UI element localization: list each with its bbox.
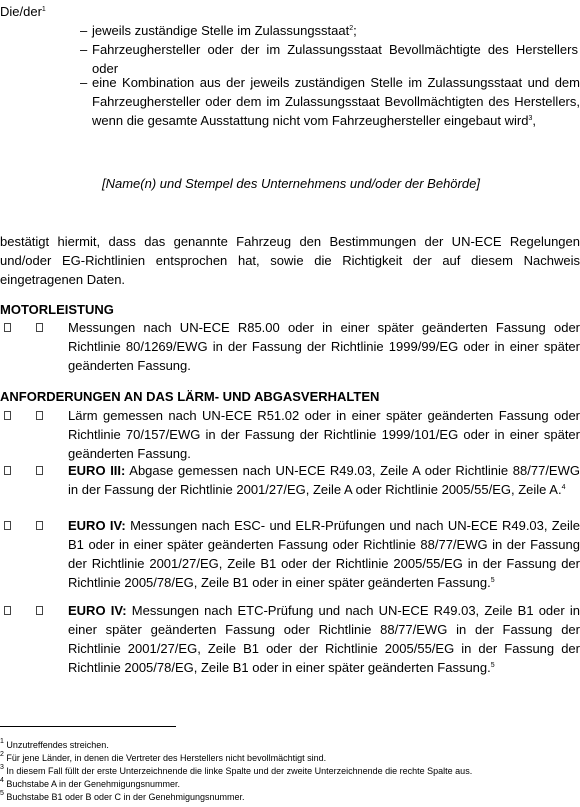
footnote-text: Für jene Länder, in denen die Vertreter des Herstellers nicht bevollmächtigt sind. <box>6 753 327 763</box>
signatory-text: Fahrzeughersteller oder der im Zulassungsstaat Bevollmächtigte des Herstellers oder <box>92 42 578 76</box>
signatory-option <box>80 21 580 40</box>
checkbox[interactable] <box>4 466 11 475</box>
footnote-number: 3 <box>0 764 4 771</box>
item-text: Messungen nach ETC-Prüfung und nach UN-ECE R49.03, Zeile B1 oder in einer später geänderten Fassung oder Richtlinie 88/77/EWG in der Fassung der Richtlinie 2001/27/EG, Zeile B1 oder der Richtlinie 2005/55/EG in der Fassung der Richtlinie 2005/78/EG, Zeile B1 oder in einer später geänderten Fassung. <box>68 603 580 675</box>
footnote-number: 2 <box>0 751 4 758</box>
footnote-text: In diesem Fall füllt der erste Unterzeichnende die linke Spalte und der zweite Unterzeichnende die rechte Spalte aus. <box>6 766 473 776</box>
checkbox[interactable] <box>36 323 43 332</box>
footnote-number: 5 <box>0 790 4 797</box>
list-item <box>68 516 580 592</box>
checkbox[interactable] <box>4 606 11 615</box>
footnote-ref: 5 <box>490 577 495 584</box>
footnote <box>0 792 245 803</box>
checkbox[interactable] <box>36 606 43 615</box>
footnote-text: Buchstabe A in der Genehmigungsnummer. <box>6 779 181 789</box>
section-heading-motor: MOTORLEISTUNG <box>0 302 114 317</box>
footnote-number: 4 <box>0 777 4 784</box>
intro-label <box>0 2 46 21</box>
list-item <box>68 318 580 375</box>
item-text: Lärm gemessen nach UN-ECE R51.02 oder in einer später geänderten Fassung oder Richtlinie 70/157/EWG in der Fassung der Richtlinie 1999/101/EG oder in einer später geänderten Fassung. <box>68 408 580 461</box>
item-text: Messungen nach ESC- und ELR-Prüfungen und nach UN-ECE R49.03, Zeile B1 oder in einer später geänderten Fassung oder Richtlinie 88/77/EWG in der Fassung der Richtlinie 2001/27/EG, Zeile B1 oder der Richtlinie 2005/55/EG in der Fassung der Richtlinie 2005/78/EG, Zeile B1 oder in einer später geänderten Fassung. <box>68 518 580 590</box>
signatory-text: eine Kombination aus der jeweils zuständigen Stelle im Zulassungsstaat und dem Fahrzeughersteller oder dem im Zulassungsstaat Bevollmächtigten des Herstellers, wenn die gesamte Ausstattung nicht vom Fahrzeughersteller eingebaut wird <box>92 75 580 128</box>
dash-marker: – <box>80 75 88 90</box>
footnote-divider <box>0 726 176 727</box>
signatory-tail: , <box>532 113 537 128</box>
footnote-text: Buchstabe B1 oder B oder C in der Genehmigungsnummer. <box>6 792 245 802</box>
item-bold-label: EURO IV: <box>68 518 126 533</box>
dash-marker: – <box>80 42 88 57</box>
checkbox[interactable] <box>4 521 11 530</box>
item-text: Messungen nach UN-ECE R85.00 oder in einer später geänderten Fassung oder Richtlinie 80/1269/EWG in der Fassung der Richtlinie 1999/99/EG oder in einer später geänderten Fassung. <box>68 320 580 373</box>
item-bold-label: EURO III: <box>68 463 126 478</box>
list-item <box>68 406 580 463</box>
footnote-text: Unzutreffendes streichen. <box>6 740 109 750</box>
footnote <box>0 779 180 790</box>
list-item <box>68 461 580 499</box>
item-text: Abgase gemessen nach UN-ECE R49.03, Zeile A oder Richtlinie 88/77/EWG in der Fassung der Richtlinie 2001/27/EG, Zeile A oder Richtlinie 2005/55/EG, Zeile A. <box>68 463 580 497</box>
checkbox[interactable] <box>36 466 43 475</box>
footnote-ref: 2 <box>349 25 354 32</box>
footnote <box>0 766 472 777</box>
checkbox[interactable] <box>4 411 11 420</box>
confirmation-paragraph: bestätigt hiermit, dass das genannte Fahrzeug den Bestimmungen der UN-ECE Regelungen und/oder EG-Richtlinien entsprochen hat, sowie die Richtigkeit der auf diesem Nachweis eingetragenen Daten. <box>0 234 580 287</box>
footnote-ref: 5 <box>490 662 495 669</box>
signatory-option <box>80 73 580 130</box>
checkbox[interactable] <box>36 411 43 420</box>
footnote-number: 1 <box>0 738 4 745</box>
footnote <box>0 740 109 751</box>
checkbox[interactable] <box>4 323 11 332</box>
footnote-ref: 3 <box>528 115 533 122</box>
signatory-tail: ; <box>353 23 357 38</box>
stamp-placeholder: [Name(n) und Stempel des Unternehmens und/oder der Behörde] <box>102 176 480 191</box>
checkbox[interactable] <box>36 521 43 530</box>
footnote <box>0 753 326 764</box>
section-heading-noise: ANFORDERUNGEN AN DAS LÄRM- UND ABGASVERHALTEN <box>0 389 380 404</box>
dash-marker: – <box>80 23 88 38</box>
footnote-ref: 1 <box>41 6 46 13</box>
footnote-ref: 4 <box>561 484 566 491</box>
intro-label-text: Die/der <box>0 4 42 19</box>
list-item <box>68 601 580 677</box>
item-bold-label: EURO IV: <box>68 603 127 618</box>
signatory-text: jeweils zuständige Stelle im Zulassungsstaat <box>92 23 350 38</box>
